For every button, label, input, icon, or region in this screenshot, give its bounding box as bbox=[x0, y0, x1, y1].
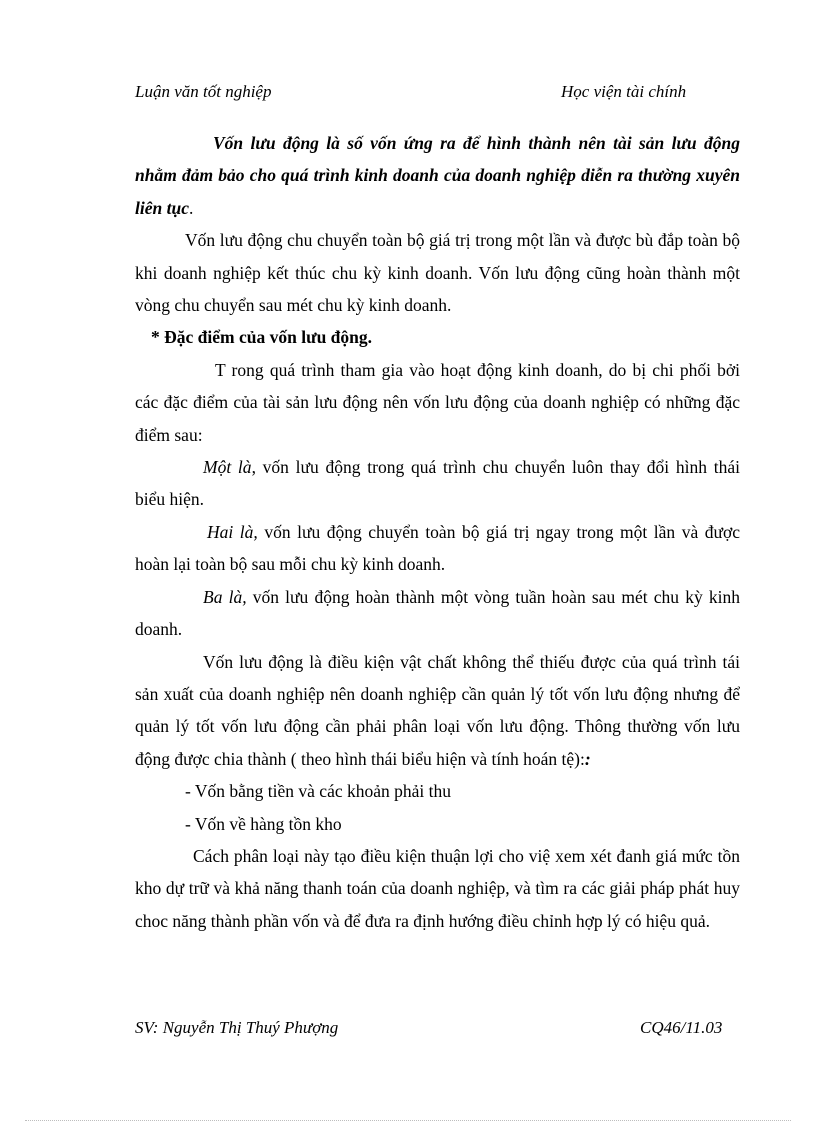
paragraph-classification-benefit: Cách phân loại này tạo điều kiện thuận lợi cho việ xem xét đanh giá mức tồn kho dự trữ và khả năng thanh toán của doanh nghiệp, và tìm ra các giải pháp phát huy choc năng thành phần vốn và để đưa ra định hướng điều chỉnh hợp lý có hiệu quả. bbox=[135, 845, 740, 931]
definition-period: . bbox=[188, 197, 194, 218]
paragraph-classification bbox=[135, 646, 740, 776]
header-left: Luận văn tốt nghiệp bbox=[135, 82, 272, 101]
characteristic-three bbox=[135, 581, 740, 646]
header-right: Học viện tài chính bbox=[561, 82, 687, 101]
characteristic-two bbox=[135, 516, 740, 581]
characteristic-three-label: Ba là, bbox=[203, 586, 247, 607]
page-bottom-divider bbox=[25, 1120, 791, 1121]
footer-left: SV: Nguyễn Thị Thuý Phượng bbox=[135, 1018, 339, 1037]
paragraph-characteristics-intro: T rong quá trình tham gia vào hoạt động kinh doanh, do bị chi phối bởi các đặc điểm của tài sản lưu động nên vốn lưu động của doanh nghiệp có những đặc điểm sau: bbox=[135, 359, 740, 445]
characteristic-one-text: , vốn lưu động trong quá trình chu chuyển luôn thay đổi hình thái biểu hiện. bbox=[135, 457, 740, 510]
definition-paragraph bbox=[135, 127, 740, 224]
footer-right: CQ46/11.03 bbox=[640, 1018, 723, 1037]
characteristic-three-text: vốn lưu động hoàn thành một vòng tuần hoàn sau mét chu kỳ kinh doanh. bbox=[135, 586, 740, 640]
classification-colon: : bbox=[584, 748, 591, 769]
paragraph-circulation: Vốn lưu động chu chuyển toàn bộ giá trị trong một lần và được bù đắp toàn bộ khi doanh nghiệp kết thúc chu kỳ kinh doanh. Vốn lưu động cũng hoàn thành một vòng chu chuyển sau mét chu kỳ kinh doanh. bbox=[135, 230, 740, 316]
definition-text: Vốn lưu động là số vốn ứng ra để hình thành nên tài sản lưu động nhằm đảm bảo cho quá trình kinh doanh của doanh nghiệp diễn ra thường xuyên liên tục bbox=[135, 133, 740, 218]
document-body bbox=[135, 127, 740, 937]
classification-text: Vốn lưu động là điều kiện vật chất không thể thiếu được của quá trình tái sản xuất của doanh nghiệp nên doanh nghiệp cần quản lý tốt vốn lưu động nhưng để quản lý tốt vốn lưu động cần phải phân loại vốn lưu động. Thông thường vốn lưu động được chia thành ( theo hình thái biểu hiện và tính hoán tệ): bbox=[135, 651, 740, 769]
characteristic-two-text: vốn lưu động chuyển toàn bộ giá trị ngay trong một lần và được hoàn lại toàn bộ sau mỗi chu kỳ kinh doanh. bbox=[135, 521, 740, 575]
characteristic-two-label: Hai là, bbox=[207, 521, 258, 542]
characteristic-one bbox=[135, 451, 740, 516]
bullet-item: - Vốn về hàng tồn kho bbox=[185, 813, 342, 834]
characteristic-one-label: Một là bbox=[203, 457, 252, 478]
bullet-item: - Vốn bằng tiền và các khoản phải thu bbox=[185, 781, 451, 802]
section-heading: * Đặc điểm của vốn lưu động. bbox=[151, 327, 373, 348]
